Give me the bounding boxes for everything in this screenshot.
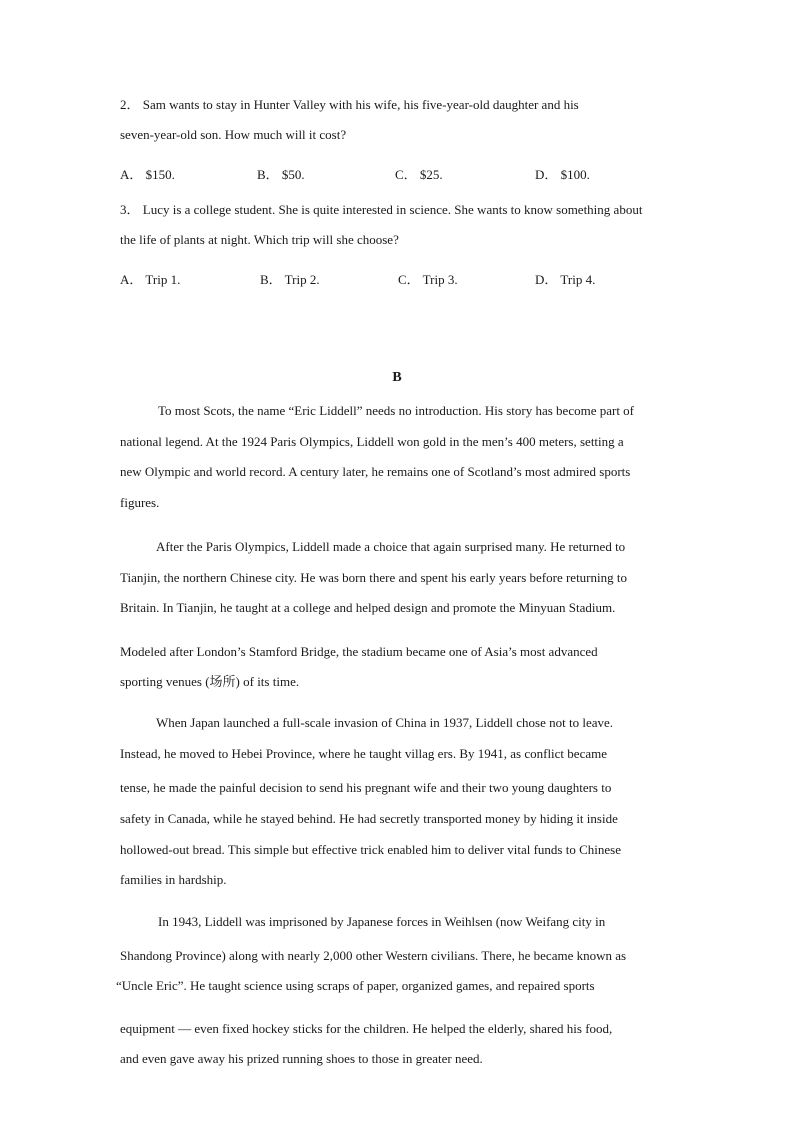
paragraph-line: new Olympic and world record. A century later, he remains one of Scotland’s most admired sports — [120, 464, 631, 479]
paragraph-line: Shandong Province) along with nearly 2,000 other Western civilians. There, he became known as — [120, 948, 627, 963]
q3-option-a: A． Trip 1. — [120, 272, 181, 287]
q2-option-d: D． $100. — [535, 167, 590, 182]
paragraph-line: and even gave away his prized running shoes to those in greater need. — [120, 1051, 483, 1066]
paragraph-line: safety in Canada, while he stayed behind. He had secretly transported money by hiding it inside — [120, 811, 618, 826]
q2-line-2: seven-year-old son. How much will it cost? — [120, 127, 347, 142]
paragraph-line: Britain. In Tianjin, he taught at a college and helped design and promote the Minyuan Stadium. — [120, 600, 616, 615]
q3-line-2: the life of plants at night. Which trip will she choose? — [120, 232, 399, 247]
paragraph-line: tense, he made the painful decision to send his pregnant wife and their two young daughters to — [120, 780, 612, 795]
paragraph-line: To most Scots, the name “Eric Liddell” needs no introduction. His story has become part of — [158, 403, 635, 418]
paragraph-line: “Uncle Eric”. He taught science using scraps of paper, organized games, and repaired sports — [116, 978, 595, 993]
paragraph-line: In 1943, Liddell was imprisoned by Japanese forces in Weihlsen (now Weifang city in — [158, 914, 606, 929]
paragraph-line: national legend. At the 1924 Paris Olympics, Liddell won gold in the men’s 400 meters, setting a — [120, 434, 624, 449]
paragraph-line: equipment — even fixed hockey sticks for the children. He helped the elderly, shared his food, — [120, 1021, 613, 1036]
paragraph-line: Instead, he moved to Hebei Province, where he taught villag ers. By 1941, as conflict became — [120, 746, 607, 761]
q3-line-1: 3． Lucy is a college student. She is quite interested in science. She wants to know something about — [120, 202, 643, 217]
q2-option-a: A． $150. — [120, 167, 175, 182]
section-heading: B — [392, 370, 402, 385]
q3-option-c: C． Trip 3. — [398, 272, 458, 287]
paragraph-line: families in hardship. — [120, 872, 227, 887]
q2-line-1: 2． Sam wants to stay in Hunter Valley with his wife, his five-year-old daughter and his — [120, 97, 579, 112]
paragraph-line: After the Paris Olympics, Liddell made a choice that again surprised many. He returned to — [156, 539, 626, 554]
paragraph-line: When Japan launched a full-scale invasion of China in 1937, Liddell chose not to leave. — [156, 715, 614, 730]
paragraph-line: figures. — [120, 495, 160, 510]
q2-option-b: B． $50. — [257, 167, 305, 182]
paragraph-line: sporting venues (场所) of its time. — [120, 674, 300, 689]
q2-option-c: C． $25. — [395, 167, 443, 182]
paragraph-line: Tianjin, the northern Chinese city. He was born there and spent his early years before returning to — [120, 570, 627, 585]
q3-option-b: B． Trip 2. — [260, 272, 320, 287]
paragraph-line: hollowed-out bread. This simple but effective trick enabled him to deliver vital funds to Chinese — [120, 842, 621, 857]
q3-option-d: D． Trip 4. — [535, 272, 596, 287]
paragraph-line: Modeled after London’s Stamford Bridge, the stadium became one of Asia’s most advanced — [120, 644, 598, 659]
